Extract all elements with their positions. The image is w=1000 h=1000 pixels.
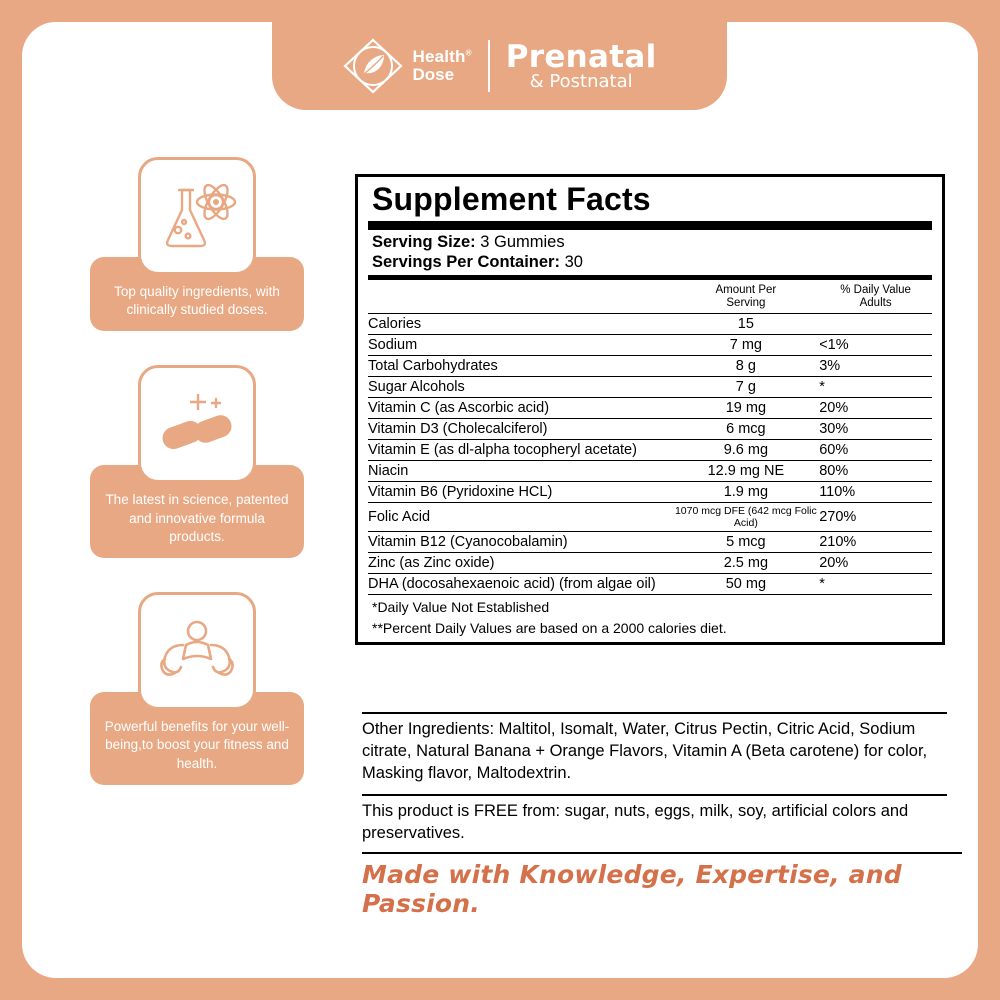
header-amount-per-serving bbox=[673, 282, 820, 314]
nutrient-dv: 210% bbox=[819, 532, 932, 553]
nutrient-dv: 270% bbox=[819, 503, 932, 532]
rule-thick bbox=[368, 221, 932, 230]
nutrient-dv: * bbox=[819, 574, 932, 595]
feature-label: Top quality ingredients, with clinically studied doses. bbox=[90, 257, 304, 331]
footnote-percent-dv: **Percent Daily Values are based on a 2000 calories diet. bbox=[372, 620, 727, 637]
nutrient-name: Zinc (as Zinc oxide) bbox=[368, 553, 673, 574]
table-row bbox=[368, 335, 932, 356]
supplement-facts-table bbox=[368, 282, 932, 595]
nutrient-amount: 15 bbox=[673, 314, 820, 335]
nutrient-amount: 7 g bbox=[673, 377, 820, 398]
supplement-facts-title: Supplement Facts bbox=[372, 181, 651, 217]
feature-label: The latest in science, patented and innovative formula products. bbox=[90, 465, 304, 558]
servings-per-container-value: 30 bbox=[564, 253, 583, 272]
footnote-daily-value: *Daily Value Not Established bbox=[372, 599, 550, 616]
nutrient-dv: 110% bbox=[819, 482, 932, 503]
nutrient-name: Sodium bbox=[368, 335, 673, 356]
brand-name-line2: Dose bbox=[412, 65, 455, 84]
table-row bbox=[368, 356, 932, 377]
nutrient-name: Vitamin B12 (Cyanocobalamin) bbox=[368, 532, 673, 553]
nutrient-dv: 20% bbox=[819, 398, 932, 419]
feature-item bbox=[77, 592, 317, 785]
other-ingredients: Other Ingredients: Maltitol, Isomalt, Water, Citrus Pectin, Citric Acid, Sodium citrate, Natural Banana + Orange Flavors, Vitamin A (Beta carotene) for color, Masking flavor, Maltodextrin. bbox=[362, 712, 947, 784]
capsule-pills-icon bbox=[138, 365, 256, 483]
product-title-line1: Prenatal bbox=[505, 38, 657, 75]
nutrient-name: Folic Acid bbox=[368, 503, 673, 532]
nutrient-name: DHA (docosahexaenoic acid) (from algae oil) bbox=[368, 574, 673, 595]
table-row bbox=[368, 398, 932, 419]
header-divider bbox=[488, 40, 490, 92]
feature-item bbox=[77, 365, 317, 558]
product-title bbox=[505, 38, 657, 92]
product-title-line2: & Postnatal bbox=[529, 70, 633, 92]
table-row bbox=[368, 532, 932, 553]
table-row bbox=[368, 440, 932, 461]
nutrient-name: Calories bbox=[368, 314, 673, 335]
brand-name bbox=[412, 48, 471, 84]
product-label-card bbox=[22, 22, 978, 978]
serving-size-line bbox=[368, 232, 932, 253]
nutrient-name: Sugar Alcohols bbox=[368, 377, 673, 398]
servings-per-container-line bbox=[368, 252, 932, 273]
feature-label: Powerful benefits for your well-being,to boost your fitness and health. bbox=[90, 692, 304, 785]
nutrient-dv: * bbox=[819, 377, 932, 398]
leaf-diamond-logo-icon bbox=[342, 37, 404, 95]
nutrient-amount: 5 mcg bbox=[673, 532, 820, 553]
serving-size-value: 3 Gummies bbox=[480, 232, 565, 251]
nutrient-name: Niacin bbox=[368, 461, 673, 482]
nutrient-name: Total Carbohydrates bbox=[368, 356, 673, 377]
brand-name-line1: Health bbox=[412, 47, 466, 67]
table-row bbox=[368, 419, 932, 440]
nutrient-amount: 1.9 mg bbox=[673, 482, 820, 503]
nutrient-dv bbox=[819, 314, 932, 335]
nutrient-amount: 1070 mcg DFE (642 mcg Folic Acid) bbox=[673, 503, 820, 532]
nutrient-amount: 19 mg bbox=[673, 398, 820, 419]
header-dv-l1: % Daily Value bbox=[840, 283, 911, 296]
brand-lockup bbox=[342, 37, 471, 95]
nutrient-name: Vitamin E (as dl-alpha tocopheryl acetate) bbox=[368, 440, 673, 461]
free-from-statement: This product is FREE from: sugar, nuts, eggs, milk, soy, artificial colors and preservatives. bbox=[362, 794, 947, 845]
rule-medium bbox=[368, 275, 932, 280]
feature-item bbox=[77, 157, 317, 331]
tagline: Made with Knowledge, Expertise, and Passion. bbox=[362, 852, 962, 918]
nutrient-amount: 8 g bbox=[673, 356, 820, 377]
nutrient-amount: 50 mg bbox=[673, 574, 820, 595]
table-row bbox=[368, 553, 932, 574]
nutrient-amount: 7 mg bbox=[673, 335, 820, 356]
table-header-row bbox=[368, 282, 932, 314]
nutrient-name: Vitamin D3 (Cholecalciferol) bbox=[368, 419, 673, 440]
table-row bbox=[368, 314, 932, 335]
trademark-symbol: ® bbox=[465, 48, 472, 58]
nutrient-amount: 12.9 mg NE bbox=[673, 461, 820, 482]
serving-size-label: Serving Size: bbox=[372, 232, 476, 251]
flask-atom-icon bbox=[138, 157, 256, 275]
table-row bbox=[368, 482, 932, 503]
nutrient-dv: <1% bbox=[819, 335, 932, 356]
servings-per-container-label: Servings Per Container: bbox=[372, 253, 560, 272]
nutrient-name: Vitamin C (as Ascorbic acid) bbox=[368, 398, 673, 419]
nutrient-name: Vitamin B6 (Pyridoxine HCL) bbox=[368, 482, 673, 503]
header-blank bbox=[368, 282, 673, 314]
nutrient-dv: 20% bbox=[819, 553, 932, 574]
table-row bbox=[368, 461, 932, 482]
header-banner bbox=[272, 22, 727, 110]
nutrient-amount: 6 mcg bbox=[673, 419, 820, 440]
nutrient-amount: 2.5 mg bbox=[673, 553, 820, 574]
header-amount-l1: Amount Per bbox=[715, 283, 777, 296]
table-row bbox=[368, 503, 932, 532]
nutrient-dv: 80% bbox=[819, 461, 932, 482]
header-amount-l2: Serving bbox=[726, 297, 766, 310]
feature-list bbox=[77, 157, 317, 819]
nutrient-dv: 60% bbox=[819, 440, 932, 461]
strong-arms-muscle-icon bbox=[138, 592, 256, 710]
supplement-facts-panel bbox=[355, 174, 945, 645]
nutrient-dv: 3% bbox=[819, 356, 932, 377]
header-daily-value bbox=[819, 282, 932, 314]
table-row bbox=[368, 574, 932, 595]
header-dv-l2: Adults bbox=[859, 297, 892, 310]
table-row bbox=[368, 377, 932, 398]
nutrient-dv: 30% bbox=[819, 419, 932, 440]
nutrient-amount: 9.6 mg bbox=[673, 440, 820, 461]
